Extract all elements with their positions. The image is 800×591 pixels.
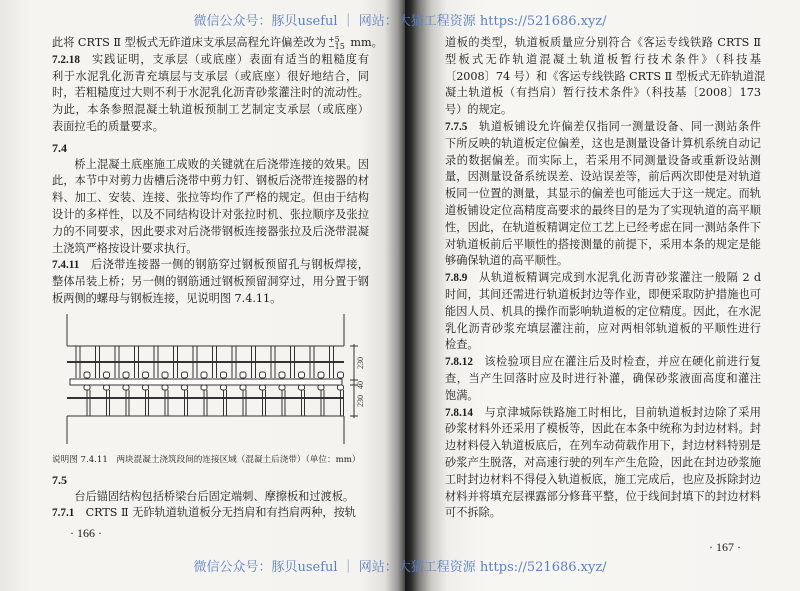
connection-zone-diagram <box>64 314 364 448</box>
clause-number: 7.7.1 <box>52 507 75 520</box>
line-text: 土浇筑严格按设计要求执行。 <box>52 241 198 255</box>
text-line <box>445 304 761 321</box>
nut <box>104 372 110 378</box>
line-text: 下所反映的轨道板定位偏差，这也是测量设备计算机系统自动记 <box>445 136 761 150</box>
tolerance-upper: +5 <box>327 35 340 44</box>
text-line <box>445 52 761 69</box>
line-text: 录的数据偏差。而实际上，若采用不同测量设备或重新设站测 <box>445 153 761 167</box>
paragraph <box>445 35 766 119</box>
line-text: 台后锚固结构包括桥梁台后固定端刺、摩擦板和过渡板。 <box>74 489 355 503</box>
nut <box>279 372 285 378</box>
line-text: 砂浆产生脱落，对高速行驶的列车产生危险，因此在封边砂浆施 <box>445 455 761 469</box>
line-text: 时，若粗糙度过大则不利于水泥乳化沥青砂浆灌注时的流动性。 <box>52 86 369 100</box>
text-line <box>445 321 761 338</box>
text-line <box>445 220 761 237</box>
nut <box>182 385 188 390</box>
paragraph <box>445 119 761 270</box>
text-line <box>445 169 761 186</box>
nut <box>318 385 324 390</box>
line-text: 凝土轨道板（有挡肩）暂行技术条件》（科技基〔2008〕173 <box>445 86 761 100</box>
line-text: 表面拉毛的质量要求。 <box>52 119 164 133</box>
line-text: 轨道板铺设允许偏差仅指同一测量设备、同一测站条件 <box>478 119 761 133</box>
text-line <box>445 186 761 203</box>
nut <box>260 385 266 390</box>
nut <box>123 385 129 390</box>
text-line <box>52 190 369 207</box>
nut <box>143 385 149 390</box>
line-text: CRTS Ⅱ 无砟轨道轨道板分无挡肩和有挡肩两种，按轨 <box>85 506 356 520</box>
text-line <box>52 224 369 241</box>
steel-plate <box>70 379 342 385</box>
text-line <box>445 287 761 304</box>
line-text: 能因人员、机具的操作而影响轨道板的定位精度。因此，在水泥 <box>445 304 761 318</box>
nut <box>143 372 149 378</box>
line-text: 号）的规定。 <box>445 103 513 117</box>
page-number-167: · 167 · <box>709 540 741 555</box>
watermark-bottom: 微信公众号：豚贝useful ｜ 网站：大猫工程资源 https://521686.xyz/ <box>193 560 607 575</box>
text-line <box>445 371 761 388</box>
clause-number: 7.7.5 <box>445 120 468 133</box>
text-line <box>445 69 766 86</box>
line-text: 检查。 <box>445 338 479 352</box>
nut <box>182 372 188 378</box>
line-text: 对轨道板前后平顺性的搭接测量的前提下，采用本条的规定是能 <box>445 237 761 251</box>
line-text: 材料并将填充层裸露部分修葺平整，位于线间封填下的封边材料 <box>445 489 761 503</box>
text-line <box>52 52 369 69</box>
figure-caption: 说明图 7.4.11 两块混凝土浇筑段间的连接区域（混凝土后浇带）（单位：mm） <box>52 454 361 465</box>
text-line <box>445 119 761 136</box>
line-text: 力的不同要求，因此要求对后浇带钢板连接器张拉及后浇带混凝 <box>52 224 369 238</box>
line-text: 板两侧的螺母与钢板连接，见说明图 7.4.11。 <box>52 291 282 305</box>
text-line <box>52 207 369 224</box>
text-line <box>445 489 761 506</box>
line-text: 可不拆除。 <box>445 506 501 520</box>
line-text: 从轨道板精调完成到水泥乳化沥青砂浆灌注一般隔 2 d <box>478 271 761 285</box>
text-line <box>445 153 761 170</box>
text-line <box>445 438 761 455</box>
line-text: 道板铺设定位高精度高要求的最终目的是为了实现轨道的高平顺 <box>445 203 761 217</box>
text-line <box>52 69 369 86</box>
nut <box>318 372 324 378</box>
paragraph <box>52 489 369 506</box>
dimension-label: 230 <box>356 356 365 369</box>
paragraph <box>52 52 369 136</box>
watermark-top: 微信公众号：豚贝useful ｜ 网站：大猫工程资源 https://521686.xyz/ <box>193 14 607 29</box>
line-text: 料、加工、安装、连接、张拉等均作了严格的规定。但由于结构 <box>52 191 369 205</box>
nut <box>338 372 344 378</box>
line-text: 查，当产生回落时应及时进行补灌，确保砂浆液面高度和灌注 <box>445 371 761 385</box>
nut <box>338 385 344 390</box>
section-heading: 7.4 <box>52 140 67 155</box>
nut <box>221 372 227 378</box>
clause-number: 7.4.11 <box>52 259 80 272</box>
text-line <box>52 241 369 258</box>
text-line <box>445 35 761 52</box>
paragraph <box>445 270 761 354</box>
line-text: 设计的多样性，以及不同结构设计对张拉时机、张拉顺序及张拉 <box>52 207 369 221</box>
line-text: 时间，其间还需进行轨道板封边等作业，即便采取防护措施也可 <box>445 287 761 301</box>
line-text: 够确保轨道的高平顺性。 <box>445 254 569 268</box>
text-line <box>445 203 761 220</box>
line-text: 道板的类型，轨道板质量应分别符合《客运专线铁路 CRTS Ⅱ <box>445 36 761 49</box>
nut <box>299 372 305 378</box>
line-text: 整体吊装上桥；另一侧的钢筋通过钢板预留洞穿过，用分置于钢 <box>52 275 369 289</box>
line-text: 后浇带连接器一侧的钢筋穿过钢板预留孔与钢板焊接， <box>90 258 369 272</box>
right-page-text <box>445 35 766 558</box>
nut <box>201 385 207 390</box>
text-line <box>445 388 761 405</box>
nut <box>162 385 168 390</box>
text-line <box>52 257 369 274</box>
text-line <box>445 136 761 153</box>
paragraph <box>445 405 761 523</box>
line-text: 型板式无砟轨道混凝土轨道板暂行技术条件》（科技基 <box>445 52 761 66</box>
line-text: 实践证明，支承层（或底座）表面有适当的粗糙度有 <box>91 52 369 66</box>
nut <box>240 372 246 378</box>
text-line <box>445 253 761 270</box>
line-text: 乳化沥青砂浆充填层灌注前，应对两相邻轨道板的平顺性进行 <box>445 321 761 335</box>
text-line <box>52 274 369 291</box>
page-number-166: · 166 · <box>70 526 102 541</box>
line-text: 性，因此，在轨道板精调定位工艺上已经考虑在同一测站条件下 <box>445 220 761 234</box>
text-line <box>52 102 369 119</box>
line-text: 砂浆材料外还采用了模板等，因此在本条中统称为封边材料。封 <box>445 422 761 436</box>
clause-number: 7.8.12 <box>445 356 473 369</box>
line-text: 工时封边材料不得侵入轨道板底，施工完成后，也应及拆除封边 <box>445 472 761 486</box>
text-line <box>445 455 761 472</box>
nut <box>201 372 207 378</box>
line-text: 量，因测量设备系统误差、设站误差等，前后两次即使是对轨道 <box>445 170 761 184</box>
clause-number: 7.8.14 <box>445 406 473 419</box>
figure-post-pour-strip <box>52 308 369 450</box>
nut <box>260 372 266 378</box>
text-line <box>445 102 761 119</box>
line-text: 〔2008〕74 号）和《客运专线铁路 CRTS Ⅱ 型板式无砟轨道混 <box>445 69 766 83</box>
text-line <box>52 173 369 190</box>
paragraph <box>445 354 761 404</box>
line-text: 板同一位置的测量，其显示的偏差也可能远大于这一规定。而轨 <box>445 187 761 201</box>
nut <box>240 385 246 390</box>
line-text: 此将 CRTS Ⅱ 型板式无砟道床支承层高程允许偏差改为 <box>52 36 326 49</box>
line-text: 为此，本条参照混凝土轨道板预制工艺制定支承层（或底座） <box>52 103 369 117</box>
paragraph <box>52 257 369 307</box>
clause-number: 7.2.18 <box>52 53 80 66</box>
text-line <box>445 237 761 254</box>
nut <box>84 385 90 390</box>
line-text: 该检验项目应在灌注后及时检查，并应在硬化前进行复 <box>484 355 761 369</box>
text-line <box>445 405 761 422</box>
nut <box>221 385 227 390</box>
paragraph <box>52 505 369 522</box>
text-line <box>52 85 369 102</box>
nut <box>123 372 129 378</box>
text-line <box>52 291 369 308</box>
text-line <box>445 505 761 522</box>
text-line <box>52 505 369 522</box>
text-line <box>52 157 369 174</box>
text-line <box>445 354 761 371</box>
nut <box>299 385 305 390</box>
text-line <box>52 489 369 506</box>
clause-number: 7.8.9 <box>445 272 468 285</box>
text-line <box>445 270 761 287</box>
text-line <box>52 119 369 136</box>
line-text: 与京津城际铁路施工时相比，目前轨道板封边除了采用 <box>484 405 761 419</box>
nut <box>104 385 110 390</box>
section-heading: 7.5 <box>52 472 67 487</box>
continuation-line <box>52 35 383 52</box>
left-page-text <box>52 35 383 544</box>
text-line <box>445 337 761 354</box>
tolerance-lower: −15 <box>327 42 345 51</box>
text-line <box>445 472 761 489</box>
line-text: 边材料侵入轨道板底后，在列车动荷载作用下，封边材料特别是 <box>445 439 761 453</box>
unit-text: mm。 <box>346 36 383 49</box>
nut <box>162 372 168 378</box>
text-line <box>445 421 761 438</box>
dimension-label: 40 <box>356 380 365 389</box>
line-text: 饱满。 <box>445 388 479 402</box>
line-text: 桥上混凝土底座施工成败的关键就在后浇带连接的效果。因 <box>74 157 369 171</box>
nut <box>279 385 285 390</box>
line-text: 利于水泥乳化沥青充填层与支承层（或底座）很好地结合，同 <box>52 69 369 83</box>
dimension-label: 230 <box>356 394 365 407</box>
line-text: 此，本节中对剪力齿槽后浇带中剪力钉、钢板后浇带连接器的材 <box>52 174 369 188</box>
nut <box>84 372 90 378</box>
text-line <box>445 85 761 102</box>
paragraph <box>52 157 369 258</box>
